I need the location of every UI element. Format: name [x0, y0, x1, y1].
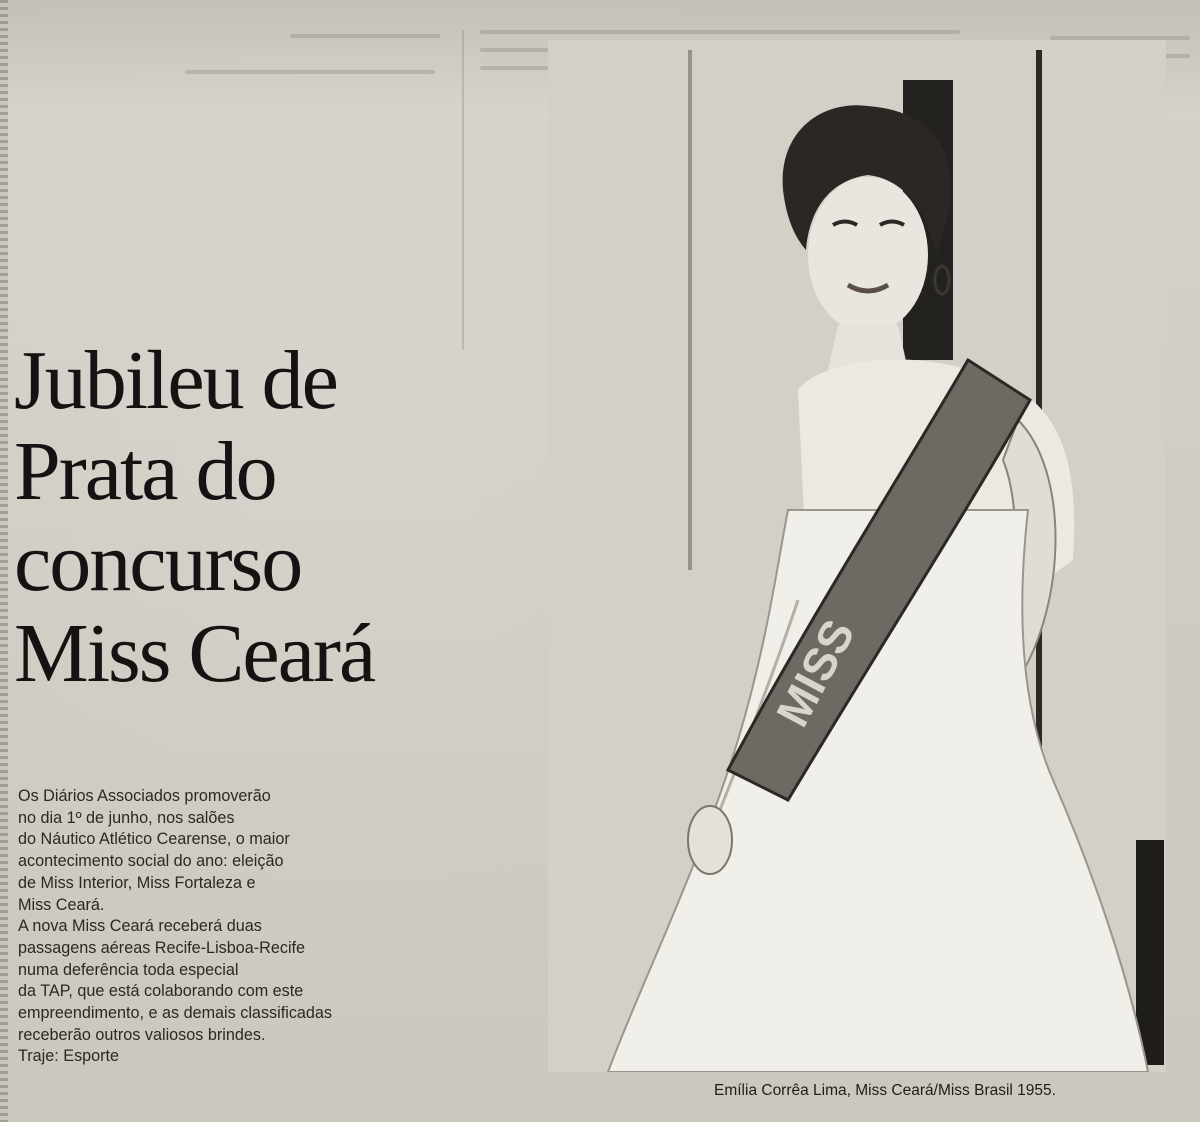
body-line: numa deferência toda especial	[18, 960, 239, 979]
pageant-photo	[548, 40, 1166, 1072]
door-edge	[1036, 50, 1042, 750]
body-line: empreendimento, e as demais classificadas	[18, 1004, 333, 1023]
body-line: passagens aéreas Recife-Lisboa-Recife	[18, 938, 306, 957]
body-line-attire: Traje: Esporte	[18, 1047, 120, 1066]
faded-text-line	[185, 70, 435, 74]
body-line: A nova Miss Ceará receberá duas	[18, 917, 262, 936]
body-line: receberão outros valiosos brindes.	[18, 1025, 266, 1044]
photo-caption: Emília Corrêa Lima, Miss Ceará/Miss Brasil 1955.	[714, 1082, 1056, 1099]
sash-text: MISS	[765, 610, 865, 735]
chair-back	[1136, 840, 1164, 1065]
body-line: acontecimento social do ano: eleição	[18, 852, 284, 871]
hand	[688, 806, 732, 874]
headline-line: concurso	[14, 516, 302, 609]
body-line: no dia 1º de junho, nos salões	[18, 808, 235, 827]
body-line: da TAP, que está colaborando com este	[18, 982, 304, 1001]
headline-line: Miss Ceará	[14, 607, 375, 700]
faded-text-line	[480, 30, 960, 34]
faded-text-line	[290, 34, 440, 38]
column-rule	[462, 30, 464, 350]
article-body	[18, 786, 428, 1068]
face	[808, 177, 928, 333]
curtain-line	[688, 50, 692, 570]
headline-line: Prata do	[14, 425, 276, 518]
headline-line: Jubileu de	[14, 334, 337, 427]
body-line: Miss Ceará.	[18, 895, 105, 914]
article-headline	[14, 335, 454, 699]
body-line: de Miss Interior, Miss Fortaleza e	[18, 873, 256, 892]
page-edge	[0, 0, 8, 1122]
pageant-photo-illustration	[548, 40, 1166, 1072]
body-line: do Náutico Atlético Cearense, o maior	[18, 830, 290, 849]
body-line: Os Diários Associados promoverão	[18, 787, 271, 805]
